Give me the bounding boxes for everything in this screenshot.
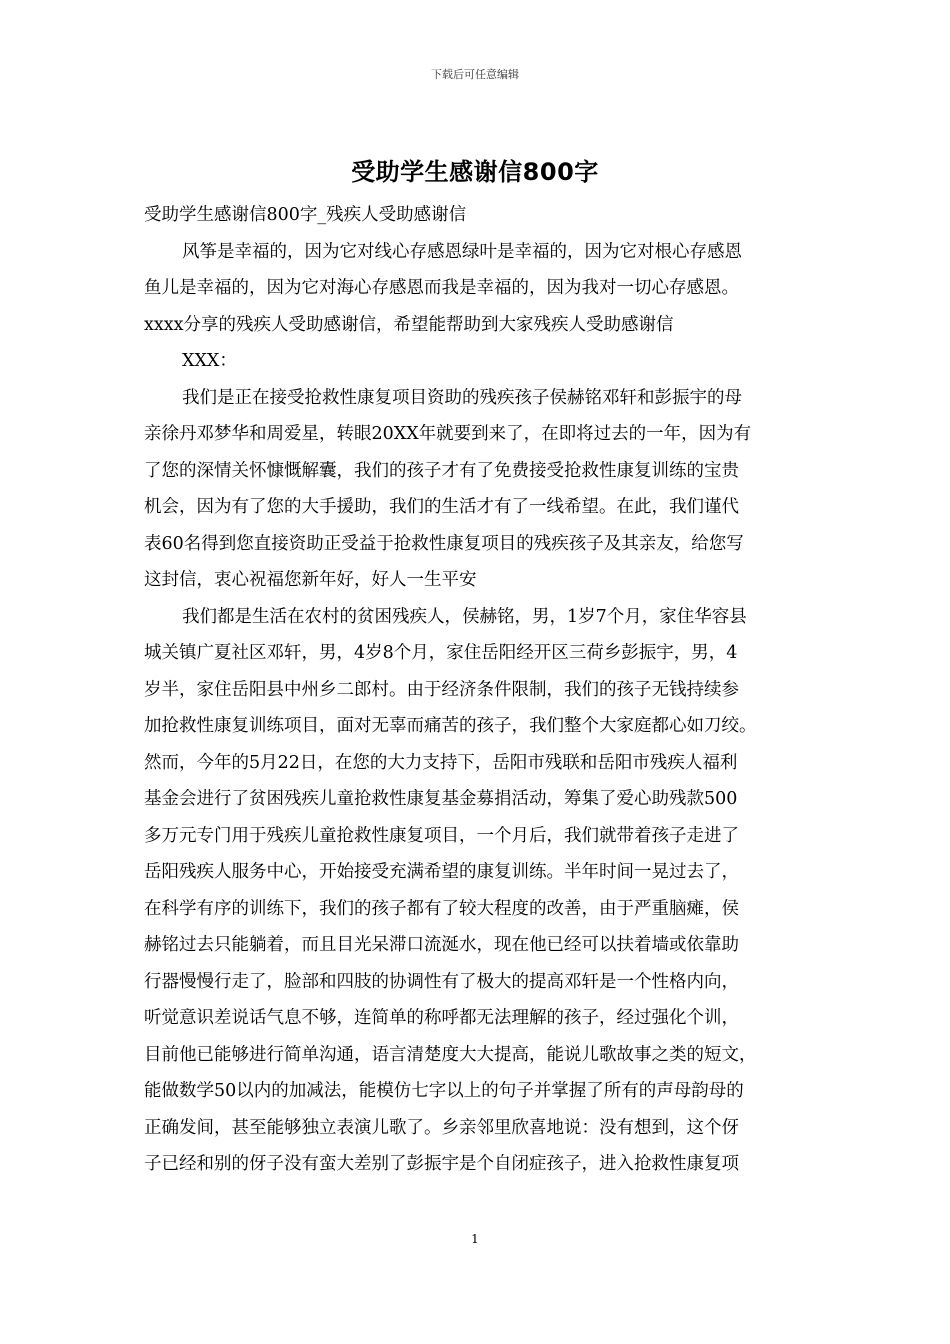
text-line: 多万元专门用于残疾儿童抢救性康复项目，一个月后，我们就带着孩子走进了 <box>144 826 739 846</box>
page-header: 下载后可任意编辑 <box>431 68 519 81</box>
text-line: 子已经和别的伢子没有蛮大差别了彭振宇是个自闭症孩子，进入抢救性康复项 <box>144 1154 739 1174</box>
text-line: 机会，因为有了您的大手援助，我们的生活才有了一线希望。在此，我们谨代 <box>144 497 739 517</box>
text-line: 正确发间，甚至能够独立表演儿歌了。乡亲邻里欣喜地说：没有想到，这个伢 <box>144 1118 739 1138</box>
text-line: 行器慢慢行走了，脸部和四肢的协调性有了极大的提高邓轩是一个性格内向， <box>144 972 739 992</box>
text-line: 城关镇广夏社区邓轩，男，4岁8个月，家住岳阳经开区三荷乡彭振宇，男，4 <box>144 643 738 663</box>
text-line: XXX： <box>182 351 237 371</box>
text-line: 了您的深情关怀慷慨解囊，我们的孩子才有了免费接受抢救性康复训练的宝贵 <box>144 461 739 481</box>
text-line: 听觉意识差说话气息不够，连简单的称呼都无法理解的孩子，经过强化个训， <box>144 1008 739 1028</box>
text-line: 加抢救性康复训练项目，面对无辜而痛苦的孩子，我们整个大家庭都心如刀绞。 <box>144 716 757 736</box>
page-number: 1 <box>471 1232 479 1246</box>
text-line: 然而，今年的5月22日，在您的大力支持下，岳阳市残联和岳阳市残疾人福利 <box>144 753 738 773</box>
text-line: 亲徐丹邓梦华和周爱星，转眼20XX年就要到来了，在即将过去的一年，因为有 <box>144 424 752 444</box>
text-line: 表60名得到您直接资助正受益于抢救性康复项目的残疾孩子及其亲友，给您写 <box>144 534 744 554</box>
text-line: 基金会进行了贫困残疾儿童抢救性康复基金募捐活动，筹集了爱心助残款500 <box>144 789 738 809</box>
document-title: 受助学生感谢信800字 <box>351 158 599 186</box>
text-line: 我们是正在接受抢救性康复项目资助的残疾孩子侯赫铭邓轩和彭振宇的母 <box>182 388 742 408</box>
text-line: 我们都是生活在农村的贫困残疾人，侯赫铭，男，1岁7个月，家住华容县 <box>182 607 747 627</box>
text-line: 在科学有序的训练下，我们的孩子都有了较大程度的改善，由于严重脑瘫，侯 <box>144 899 739 919</box>
text-line: 受助学生感谢信800字_残疾人受助感谢信 <box>144 205 467 225</box>
text-line: 赫铭过去只能躺着，而且目光呆滞口流涎水，现在他已经可以扶着墙或依靠助 <box>144 935 739 955</box>
text-line: 能做数学50以内的加减法，能模仿七字以上的句子并掌握了所有的声母韵母的 <box>144 1081 744 1101</box>
text-line: 岁半，家住岳阳县中州乡二郎村。由于经济条件限制，我们的孩子无钱持续参 <box>144 680 739 700</box>
text-line: xxxx分享的残疾人受助感谢信，希望能帮助到大家残疾人受助感谢信 <box>144 315 674 335</box>
text-line: 目前他已能够进行简单沟通，语言清楚度大大提高，能说儿歌故事之类的短文， <box>144 1045 757 1065</box>
text-line: 鱼儿是幸福的，因为它对海心存感恩而我是幸福的，因为我对一切心存感恩。 <box>144 278 739 298</box>
text-line: 这封信，衷心祝福您新年好，好人一生平安 <box>144 570 477 590</box>
text-line: 岳阳残疾人服务中心，开始接受充满希望的康复训练。半年时间一晃过去了， <box>144 862 739 882</box>
text-line: 风筝是幸福的，因为它对线心存感恩绿叶是幸福的，因为它对根心存感恩 <box>182 242 742 262</box>
